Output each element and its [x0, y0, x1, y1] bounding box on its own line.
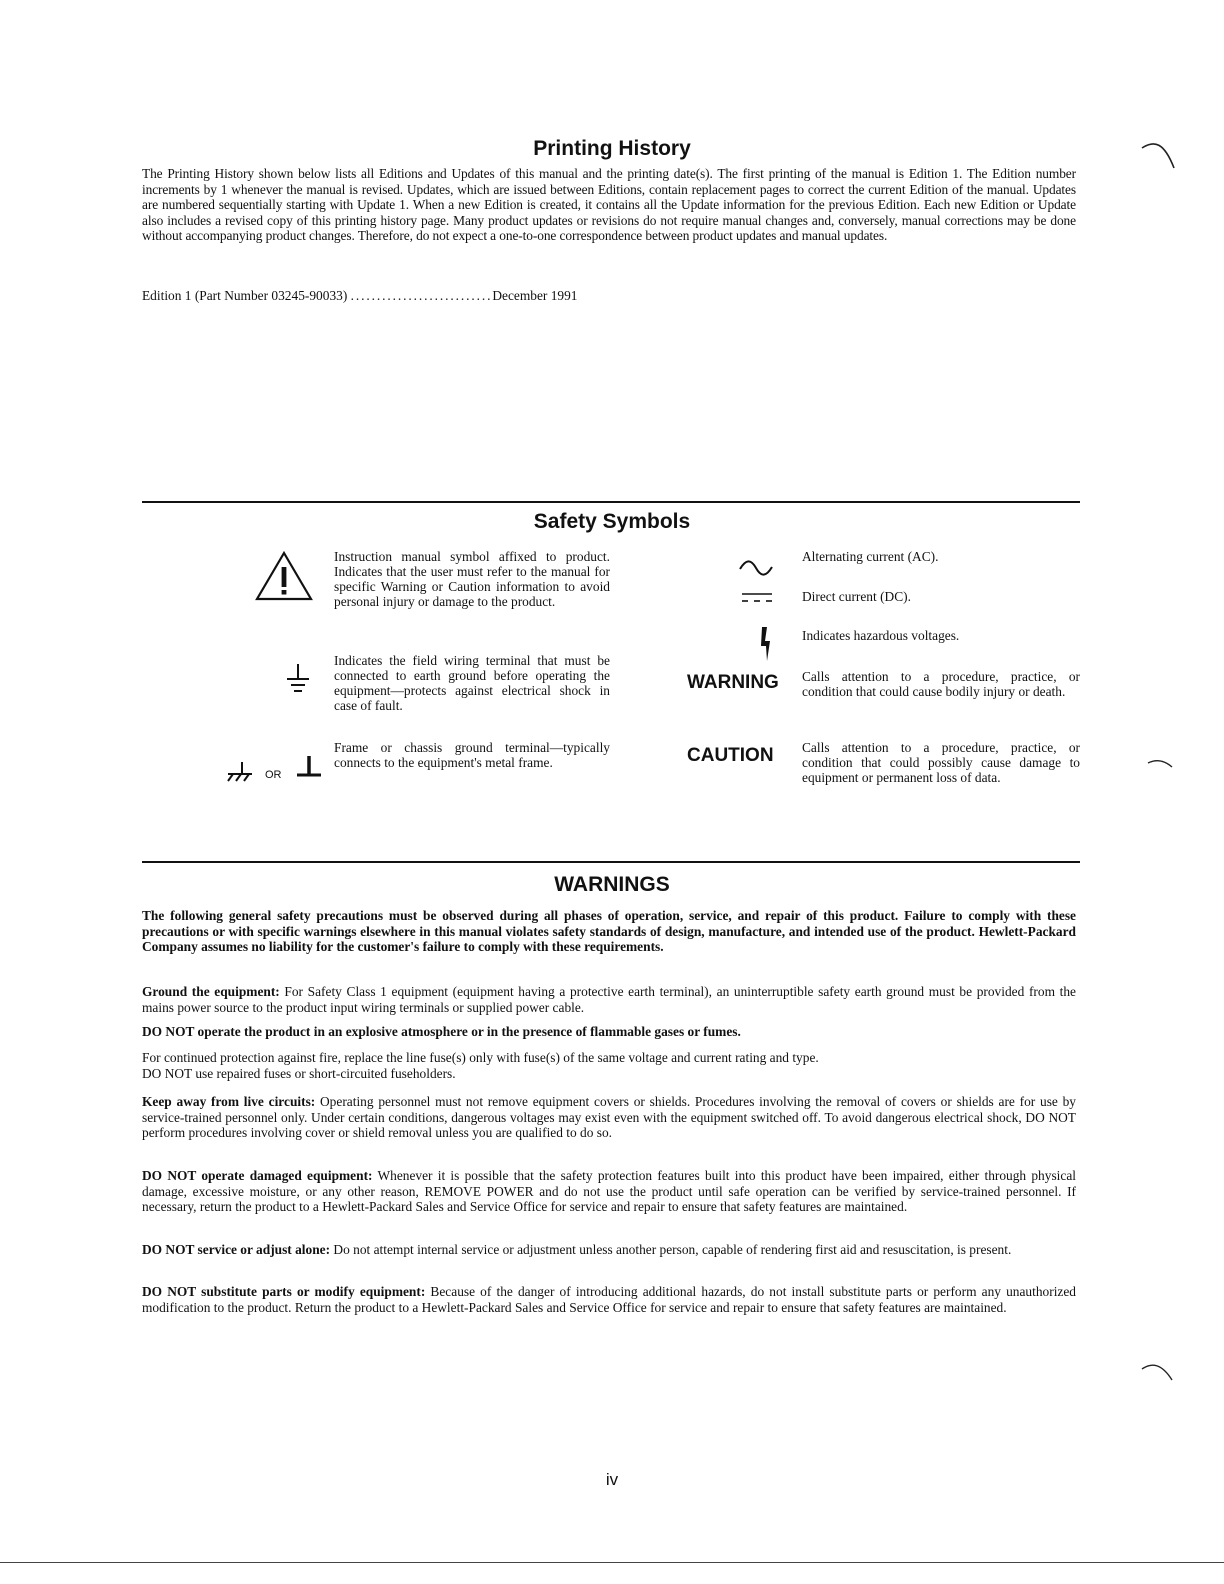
earth-ground-text: Indicates the field wiring terminal that must be connected to earth ground before operating the equipment—protects against electrical shock in case of fault. — [334, 653, 610, 713]
warning-label: WARNING — [687, 672, 779, 693]
hazardous-text: Indicates hazardous voltages. — [802, 628, 960, 643]
alone-lead: DO NOT service or adjust alone: — [142, 1242, 331, 1257]
edition-label: Edition 1 (Part Number 03245-90033) — [142, 288, 348, 303]
ground-lead: Ground the equipment: — [142, 984, 280, 999]
safety-symbols-title: Safety Symbols — [533, 510, 691, 533]
margin-curve-mark — [1140, 1360, 1178, 1384]
safety-symbols-rule — [142, 501, 1080, 503]
warnings-intro: The following general safety precautions must be observed during all phases of operation, service, and repair of this product. Failure to comply with these precautions or with specific warnings elsewhere in this manual violates safety standards of design, manufacture, and intended use of the product. Hewlett-Packard Company assumes no liability for the customer's failure to comply with these requirements. — [142, 908, 1076, 954]
substitute-parts-paragraph — [142, 1284, 1076, 1315]
chassis-ground-icon — [296, 754, 322, 778]
substitute-lead: DO NOT substitute parts or modify equipment: — [142, 1284, 426, 1299]
ac-text: Alternating current (AC). — [802, 549, 939, 564]
ground-paragraph — [142, 984, 1076, 1015]
warnings-rule — [142, 861, 1080, 863]
fuse-line-1: For continued protection against fire, replace the line fuse(s) only with fuse(s) of the same voltage and current rating and type. — [142, 1050, 819, 1065]
edition-date: December 1991 — [492, 288, 578, 303]
frame-ground-text: Frame or chassis ground terminal—typically connects to the equipment's metal frame. — [334, 740, 610, 770]
warning-triangle-icon — [254, 550, 314, 602]
earth-ground-icon — [284, 664, 312, 696]
margin-curve-mark — [1140, 138, 1180, 172]
warning-text: Calls attention to a procedure, practice, or condition that could cause bodily injury or death. — [802, 669, 1080, 699]
damaged-text: Whenever it is possible that the safety protection features built into this product have been impaired, either through physical damage, excessive moisture, or any other reason, REMOVE POWER and do not use the product until safe operation can be verified by service-trained personnel. If necessary, return the product to a Hewlett-Packard Sales and Service Office for service and repair to ensure that safety features are maintained. — [142, 1168, 1076, 1214]
live-lead: Keep away from live circuits: — [142, 1094, 316, 1109]
dc-text: Direct current (DC). — [802, 589, 911, 604]
margin-curve-mark — [1146, 758, 1176, 770]
service-alone-paragraph — [142, 1242, 1076, 1258]
edition-line — [142, 288, 578, 304]
live-text: Operating personnel must not remove equipment covers or shields. Procedures involving the removal of covers or shields are for use by service-trained personnel only. Under certain conditions, dangerous voltages may exist even with the equipment switched off. To avoid dangerous electrical shock, DO NOT perform procedures involving cover or shield removal unless you are qualified to do so. — [142, 1094, 1077, 1140]
caution-label: CAUTION — [687, 745, 774, 766]
edition-leader: ........................... — [350, 288, 493, 303]
lightning-bolt-icon — [758, 626, 774, 662]
explosive-paragraph: DO NOT operate the product in an explosive atmosphere or in the presence of flammable gases or fumes. — [142, 1024, 741, 1039]
warnings-title: WARNINGS — [554, 873, 670, 896]
frame-ground-icon — [226, 760, 254, 782]
ground-text: For Safety Class 1 equipment (equipment having a protective earth terminal), an uninterruptible safety earth ground must be provided from the mains power source to the product input wiring terminals or supplied power cable. — [142, 984, 1076, 1015]
ac-wave-icon — [738, 557, 774, 579]
caution-text: Calls attention to a procedure, practice, or condition that could possibly cause damage to equipment or permanent loss of data. — [802, 740, 1080, 785]
dc-icon — [740, 590, 774, 606]
damaged-equipment-paragraph — [142, 1168, 1076, 1215]
bottom-scan-line — [0, 1562, 1224, 1563]
printing-history-body: The Printing History shown below lists all Editions and Updates of this manual and the printing date(s). The first printing of the manual is Edition 1. The Edition number increments by 1 whenever the manual is revised. Updates, which are issued between Editions, contain replacement pages to correct the current Edition of the manual. Updates are numbered sequentially starting with Update 1. When a new Edition is created, it contains all the Update information for the previous Edition. Each new Edition or Update also includes a revised copy of this printing history page. Many product updates or revisions do not require manual changes and, conversely, manual corrections may be done without accompanying product changes. Therefore, do not expect a one-to-one correspondence between product updates and manual updates. — [142, 166, 1076, 243]
live-circuits-paragraph — [142, 1094, 1076, 1141]
substitute-text: Because of the danger of introducing additional hazards, do not install substitute parts or perform any unauthorized modification to the product. Return the product to a Hewlett-Packard Sales and Service Office for service and repair to ensure that safety features are maintained. — [142, 1284, 1076, 1315]
instruction-manual-text: Instruction manual symbol affixed to product. Indicates that the user must refer to the manual for specific Warning or Caution information to avoid personal injury or damage to the product. — [334, 549, 610, 609]
page-number: iv — [605, 1470, 619, 1489]
fuse-line-2: DO NOT use repaired fuses or short-circuited fuseholders. — [142, 1065, 456, 1081]
fuse-paragraph — [142, 1050, 1076, 1081]
alone-text: Do not attempt internal service or adjustment unless another person, capable of rendering first aid and resuscitation, is present. — [330, 1242, 1012, 1257]
printing-history-title: Printing History — [533, 137, 691, 160]
damaged-lead: DO NOT operate damaged equipment: — [142, 1168, 373, 1183]
or-label: OR — [265, 769, 282, 781]
